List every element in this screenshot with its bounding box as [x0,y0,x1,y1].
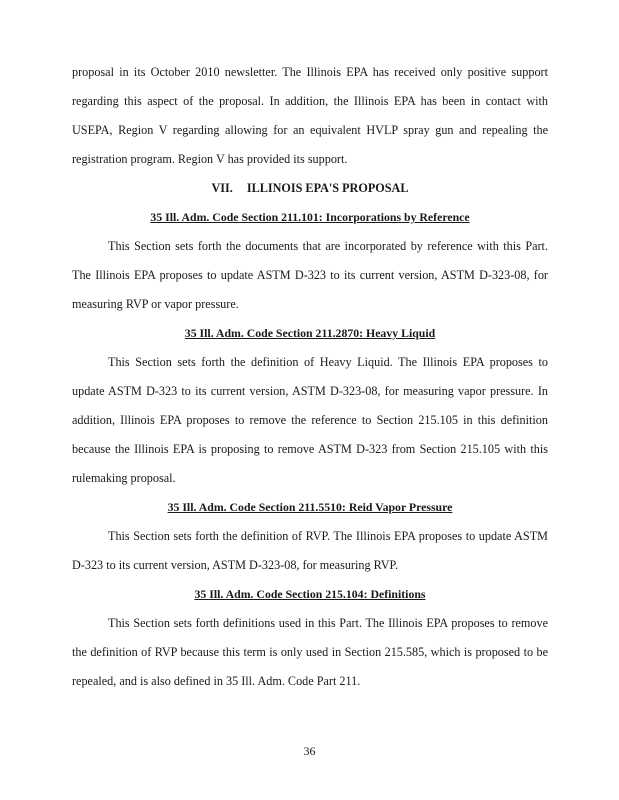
section-title [72,174,548,203]
subsection-heading-215-104: 35 Ill. Adm. Code Section 215.104: Definitions [194,587,426,601]
page-number: 36 [303,744,316,758]
subsection-body-211-101: This Section sets forth the documents that are incorporated by reference with this Part. The Illinois EPA proposes to update ASTM D-323 to its current version, ASTM D-323-08, for measuring RVP or vapor pressure. [72,239,548,311]
subsection-heading-211-5510: 35 Ill. Adm. Code Section 211.5510: Reid Vapor Pressure [167,500,453,514]
document-page [72,58,548,696]
subsection-heading-211-2870: 35 Ill. Adm. Code Section 211.2870: Heavy Liquid [184,326,436,340]
section-number: VII. [211,181,233,195]
subsection-heading-211-101: 35 Ill. Adm. Code Section 211.101: Incorporations by Reference [150,210,470,224]
subsection-body-215-104: This Section sets forth definitions used in this Part. The Illinois EPA proposes to remove the definition of RVP because this term is only used in Section 215.585, which is proposed to be repealed, and is also defined in 35 Ill. Adm. Code Part 211. [72,616,548,688]
section-title-text: ILLINOIS EPA'S PROPOSAL [246,181,409,195]
intro-paragraph: proposal in its October 2010 newsletter. The Illinois EPA has received only positive support regarding this aspect of the proposal. In addition, the Illinois EPA has been in contact with USEPA, Region V regarding allowing for an equivalent HVLP spray gun and repealing the registration program. Region V has provided its support. [72,65,548,166]
subsection-body-211-2870: This Section sets forth the definition of Heavy Liquid. The Illinois EPA proposes to update ASTM D-323 to its current version, ASTM D-323-08, for measuring vapor pressure. In addition, Illinois EPA proposes to remove the reference to Section 215.105 in this definition because the Illinois EPA is proposing to remove ASTM D-323 from Section 215.105 with this rulemaking proposal. [72,355,548,485]
subsection-body-211-5510: This Section sets forth the definition of RVP. The Illinois EPA proposes to update ASTM D-323 to its current version, ASTM D-323-08, for measuring RVP. [72,529,548,572]
